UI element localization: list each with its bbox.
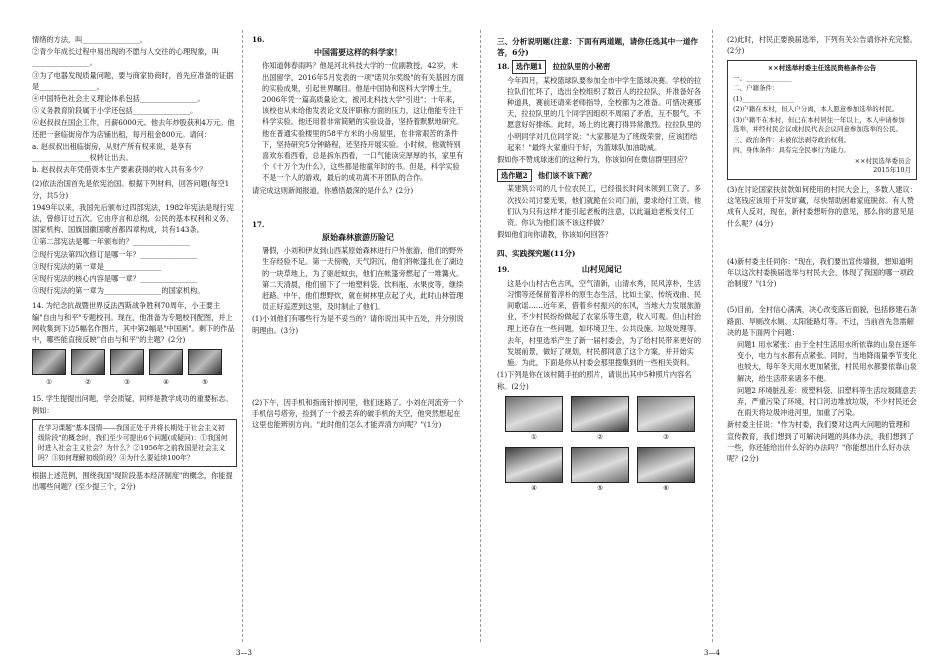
photo-item [637,447,695,494]
notice-line: 一、______________ [733,73,792,82]
question-line: ②青少年成长过程中易出现的不愿与人交往的心理现象，叫________________。 [32,47,219,68]
question-line: 情绪的方法，叫________________。 [32,35,148,44]
photo-item [571,447,629,494]
artwork-image [149,349,183,375]
question-line: ②现行宪法第四次修订是哪一年？________________ [32,249,198,259]
question-line: ⑤义务教育阶段属于小学还包括________________。 [32,106,198,116]
photo-caption: ② [597,432,603,441]
q16-question: 请完成这则新闻报道，你感悟最深的是什么？(2分) [252,185,414,195]
artwork-image [110,349,144,375]
notice-line: (1)________________ [733,94,795,103]
question-line: b. 赵叔叔去年凭借资本生产要素获得的收入共有多少？ [32,165,207,175]
village-photo [637,447,695,483]
photo-item [505,447,563,494]
q19-question-5: (5)目前，全村信心满满，决心改变落后面貌，包括修建石条路面、旱厕改水厕、太阳能路灯等。不过，当前首先急需解决的是下面两个问题： [727,305,917,337]
q18-option-1-question: 假如你不赞成球迷们的这种行为，你该如何在微信群里回应？ [497,155,692,165]
photo-caption: ③ [663,432,669,441]
notice-line: 二、户籍条件： [733,84,779,93]
q19-title: 山村见闻记 [581,263,622,274]
q14-images [32,349,237,375]
artwork-image [71,349,105,375]
column-2 [252,34,464,431]
election-notice [727,60,917,180]
question-line: ⑤现行宪法的第一章为________________的国家机构。 [32,286,205,296]
section-3-heading: 三、分析说明题(注意：下面有两道题，请你任选其中一道作答，6分) [497,37,699,58]
photo-item [571,396,629,443]
problem-1: 问题1 用水紧张：由于全村生活用水所依靠的山泉在逐年变小，电力与水都有点紧张。同时，当地降雨量季节变化也较大，每年冬天用水更加紧张，村民用水都要依靠山泉解决，给生活带来诸多不便。 [737,339,917,383]
q16-number: 16. [252,35,265,44]
q15-example-box: 在学习课题"基本国情——我国正处于并将长期处于社会主义初级阶段"的概念时，我们至少可提出6个问题(或疑问)：①我国何时进入社会主义社会？为什么？②1956年之前我国是社会主义吗？③如何理解初级阶段？④为什么要延续100年？ [32,419,237,467]
column-divider [242,30,243,642]
artwork-image [188,349,222,375]
section-4-heading: 四、实践探究题(11分) [497,249,576,259]
q19-question-5-tail: 新村委主任说："作为村委，我们要对这两大问题的管理和宣传教育，我们想到了可解决问题的具体办法，我们想到了一些，你还能给出什么好的办法吗？"你能想出什么好办法呢？(2分) [727,420,914,463]
image-caption: ④ [163,378,169,387]
problem-2: 问题2 环境脏乱差：废塑料袋、旧塑料等生活垃圾随意丢弃，严重污染了环境，村口河边堆放垃圾，不少村民还会在雨天将垃圾冲进河里，加重了污染。 [737,385,917,418]
notice-line: (3)户籍不在本村，但已在本村居住一年以上，本人申请参加选举，并经村民会议或村民代表会议同意参加选举的公民。 [733,115,905,134]
q18-option-1-tag: 选作题1 [512,60,547,73]
notice-title: ××村选举村委主任选民资格条件公告 [767,64,877,73]
artwork-image [32,349,66,375]
intro-questions [32,34,237,175]
column-1 [32,34,237,493]
q17-question-2: (2)下午，因手机和指南针掉河里，他们迷路了。小刘在河流旁一个手机信号塔旁，捡到了一个被丢弃的破手机的天空，他突然想起在这里也能辨别方向。"此时他们怎么才能弄清方向呢？"(1分) [252,397,464,430]
q18-option-1-text: 今年四月，某校篮球队要参加全市中学生篮球决赛。学校的拉拉队们忙坏了，选出全校组织了数百人的拉拉队，并准备好各种道具，赛前还请来老师指导，全校都为之准备。可惜决赛那天，拉拉队里的几个同学因组织不周闹了矛盾，互不服气，不愿意好好排练。此时，场上的比赛打得异常激烈。拉拉队里的小明同学对几位同学说："大家都是为了班级荣誉，应该团结起来！"最终大家重归于好，为篮球队加油助威。 [507,75,702,152]
photo-caption: ⑤ [597,484,603,493]
q19-text: 这是小山村古色古风，空气清新，山清水秀，民风淳朴，生活习惯等还保留着淳朴的原生态生活，比如土家、传统戏曲、民间歌谣……近年来，借着乡村振兴的东风，当地大力发展旅游业，不少村民纷纷做起了农家乐等生意，收入可观。但山村治理上还存在一些问题，如环境卫生、公共设施、垃圾处理等。 [507,278,702,333]
question-line: ③为了电器发现质量问题，要与商家协商时，首先应准备的证据是________________。 [32,70,234,91]
column-divider [480,30,481,642]
q17-question-1: (1)小刘他们有哪些行为是不妥当的？请你说出其中五处，并分别说明理由。(3分) [252,314,464,335]
q19-header [497,262,702,277]
q18-option-2-header [497,169,702,182]
q18-number: 18. [497,62,510,72]
q18-header [497,60,702,73]
page-number-right: 3—4 [704,649,720,657]
q17-number: 17. [252,219,265,229]
q18-option-2-text: 某建筑公司的几十位农民工，已经很长时间未领到工资了。多次找公司讨要无果，他们就跪在公司门前，要求给付工资。他们认为只有这样才能引起老板的注意，以此逼迫老板支付工资。你认为他们该不该这样做？ [507,184,702,228]
question-line: ①第二部宪法是哪一年颁布的？________________ [32,237,191,247]
q16-text: 你知道韩春雨吗？他是河北科技大学的一位副教授，42岁，未出国留学。2016年5月发表的一项"诺贝尔奖级"的有关基因方面的实验成果，引起世界瞩目。他是中国协和医科大学博士生，2006年凭一篇高质量论文，被河北科技大学"引进"；十年来，该校也从未给他发表论文及评职称方面的压力，这让他能专注于科学实验。他还用着非常简陋的实验设备，坚持着默默地研究。他在普通实验楼里的58平方米的小房屋里，在非常艰苦的条件下，坚持研究5分钟路程，还坚持开展实验。小时候，他就特别喜欢东看西看，总是拆东西看，一口气能读完厚厚的书，家里有个《十万个为什么》，这些都是他童年时的书。但是，科学实验不是一个人的游戏，最后的成功离不开团队的合作。 [262,61,464,183]
village-photo [571,447,629,483]
q18-option-1-title: 拉拉队里的小秘密 [552,62,611,72]
notice-line: (2)户籍在本村，但人户分离，本人愿意参加选举的村民。 [733,105,899,114]
q19-photo-grid [505,396,702,494]
q19-text-2: 去年，村里选举产生了新一届村委会，为了给村民带来更好的发展前景，做好了规划，村民都同意了这个方案，并开始实施。为此，下面是你从村委会那里搜集到的一些相关资料。 [507,335,702,368]
village-photo [505,447,563,483]
question-line: (2)依法治国首先是依宪治国。根据下列材料，回答问题(每空1分，共5分) [32,179,230,200]
notice-line: 四、身体条件：具有完全民事行为能力。 [733,146,850,155]
question-line: ⑥赵叔叔在国企工作，月薪6000元。他去年炒股获利4万元。他还把一套临街房作为店铺出租，每月租金800元。请问： [32,118,235,139]
image-caption: ② [85,378,91,387]
question-14: 14. 为纪念抗战暨世界反法西斯战争胜利70周年，小王要主编"自由与和平"专题校刊。现在，他准备为专题校刊配图，并上网收集到下边5幅名作图片，其中第2幅是"中国画"。剩下的作品中，哪些能直接反映"自由与和平"的主题？(2分) [32,301,235,345]
q18-option-2-question: 假如他们向你请教，你该如何回答？ [497,230,613,240]
photo-caption: ④ [531,484,537,493]
question-line: a. 赵叔叔出租临街房，从财产所有权来说，是享有________________权转让出去。 [32,141,192,163]
constitution-question [32,178,237,296]
column-divider [712,30,713,642]
image-caption: ① [46,378,52,387]
photo-caption: ⑥ [663,484,669,493]
q15-prompt: 根据上述范例，围绕我国"现阶段基本经济制度"的概念，你能提出哪些问题？(至少提三个，2分) [32,470,233,492]
notice-lines [733,74,911,156]
page-number-left: 3—3 [236,649,252,657]
question-line: 1949年以来，我国先后颁布过四部宪法，1982年宪法是现行宪法，曾修订过五次。它由序言和总纲、公民的基本权利和义务、国家机构、国旗国徽国歌首都四章构成，共有143条。 [32,202,234,235]
q19-question-3: (3)在讨论国家扶贫款如何使用的村民大会上，多数人建议：这笔钱应该用于开发旷藏，尽快帮助困难家庭脱贫。有人赞成有人反对，现在，新村委想听你的意见，那么你的意见是什么呢？(4分) [727,184,917,228]
notice-signature: ××村民选举委员会 [854,156,911,165]
q18-option-2-tag: 选作题2 [497,169,532,182]
question-line: ④现行宪法的核心内容是哪一章？________________ [32,274,198,284]
image-caption: ⑤ [202,378,208,387]
photo-item [505,396,563,443]
q19-question-4: (4)新村委主任同你："现在，我们要出宣传墙报，想知道明年以这次村委换届选举与村民大会，体现了我国的哪一项政治制度？"(1分) [727,256,914,289]
q19-number: 19. [497,264,510,274]
question-15: 15. 学生提提出问题，学会质疑，同样是教学成功的重要标志。例如： [32,394,233,415]
q19-question-2: (2)此时，村民正要换届选举，下列有关公告请你补充完整。(2分) [727,35,917,56]
village-photo [637,396,695,432]
notice-date: 2015年10月 [873,166,911,175]
q17-title: 原始森林旅游历险记 [322,232,394,243]
question-line: ④中国特色社会主义理论体系包括________________。 [32,94,205,104]
q17-text: 暑假，小刘和伊友到山西某原始森林进行户外旅游，他们的野外生存经验不足。第一天傍晚，天气阴沉，他们将帐篷扎在了湖边的一块草地上，为了驱赶蚊虫，他们在帐篷旁燃起了一堆篝火。第二天清晨，他们留下了一地塑料袋、饮料瓶、水果皮等，继续赶路。中午，他们想野炊，就在树林里点起了火，此时山林管理员正好巡逻到这里，及时制止了他们。 [262,246,464,312]
question-line: ③现行宪法的第一章是________________ [32,261,162,271]
q19-question-1: (1)下列是你在该村随手拍的照片，请说出其中5种照片内容名称。(2分) [497,370,692,391]
q18-option-2-title: 他们该不该下跪？ [537,171,596,181]
village-photo [505,396,563,432]
column-3 [497,34,702,494]
village-photo [571,396,629,432]
q14-captions [32,377,237,388]
photo-item [637,396,695,443]
q16-title: 中国需要这样的科学家！ [314,47,402,58]
notice-line: 三、政治条件：未被依法剥夺政治权利。 [733,135,850,144]
image-caption: ③ [124,378,130,387]
photo-caption: ① [531,432,537,441]
column-4 [727,34,917,465]
